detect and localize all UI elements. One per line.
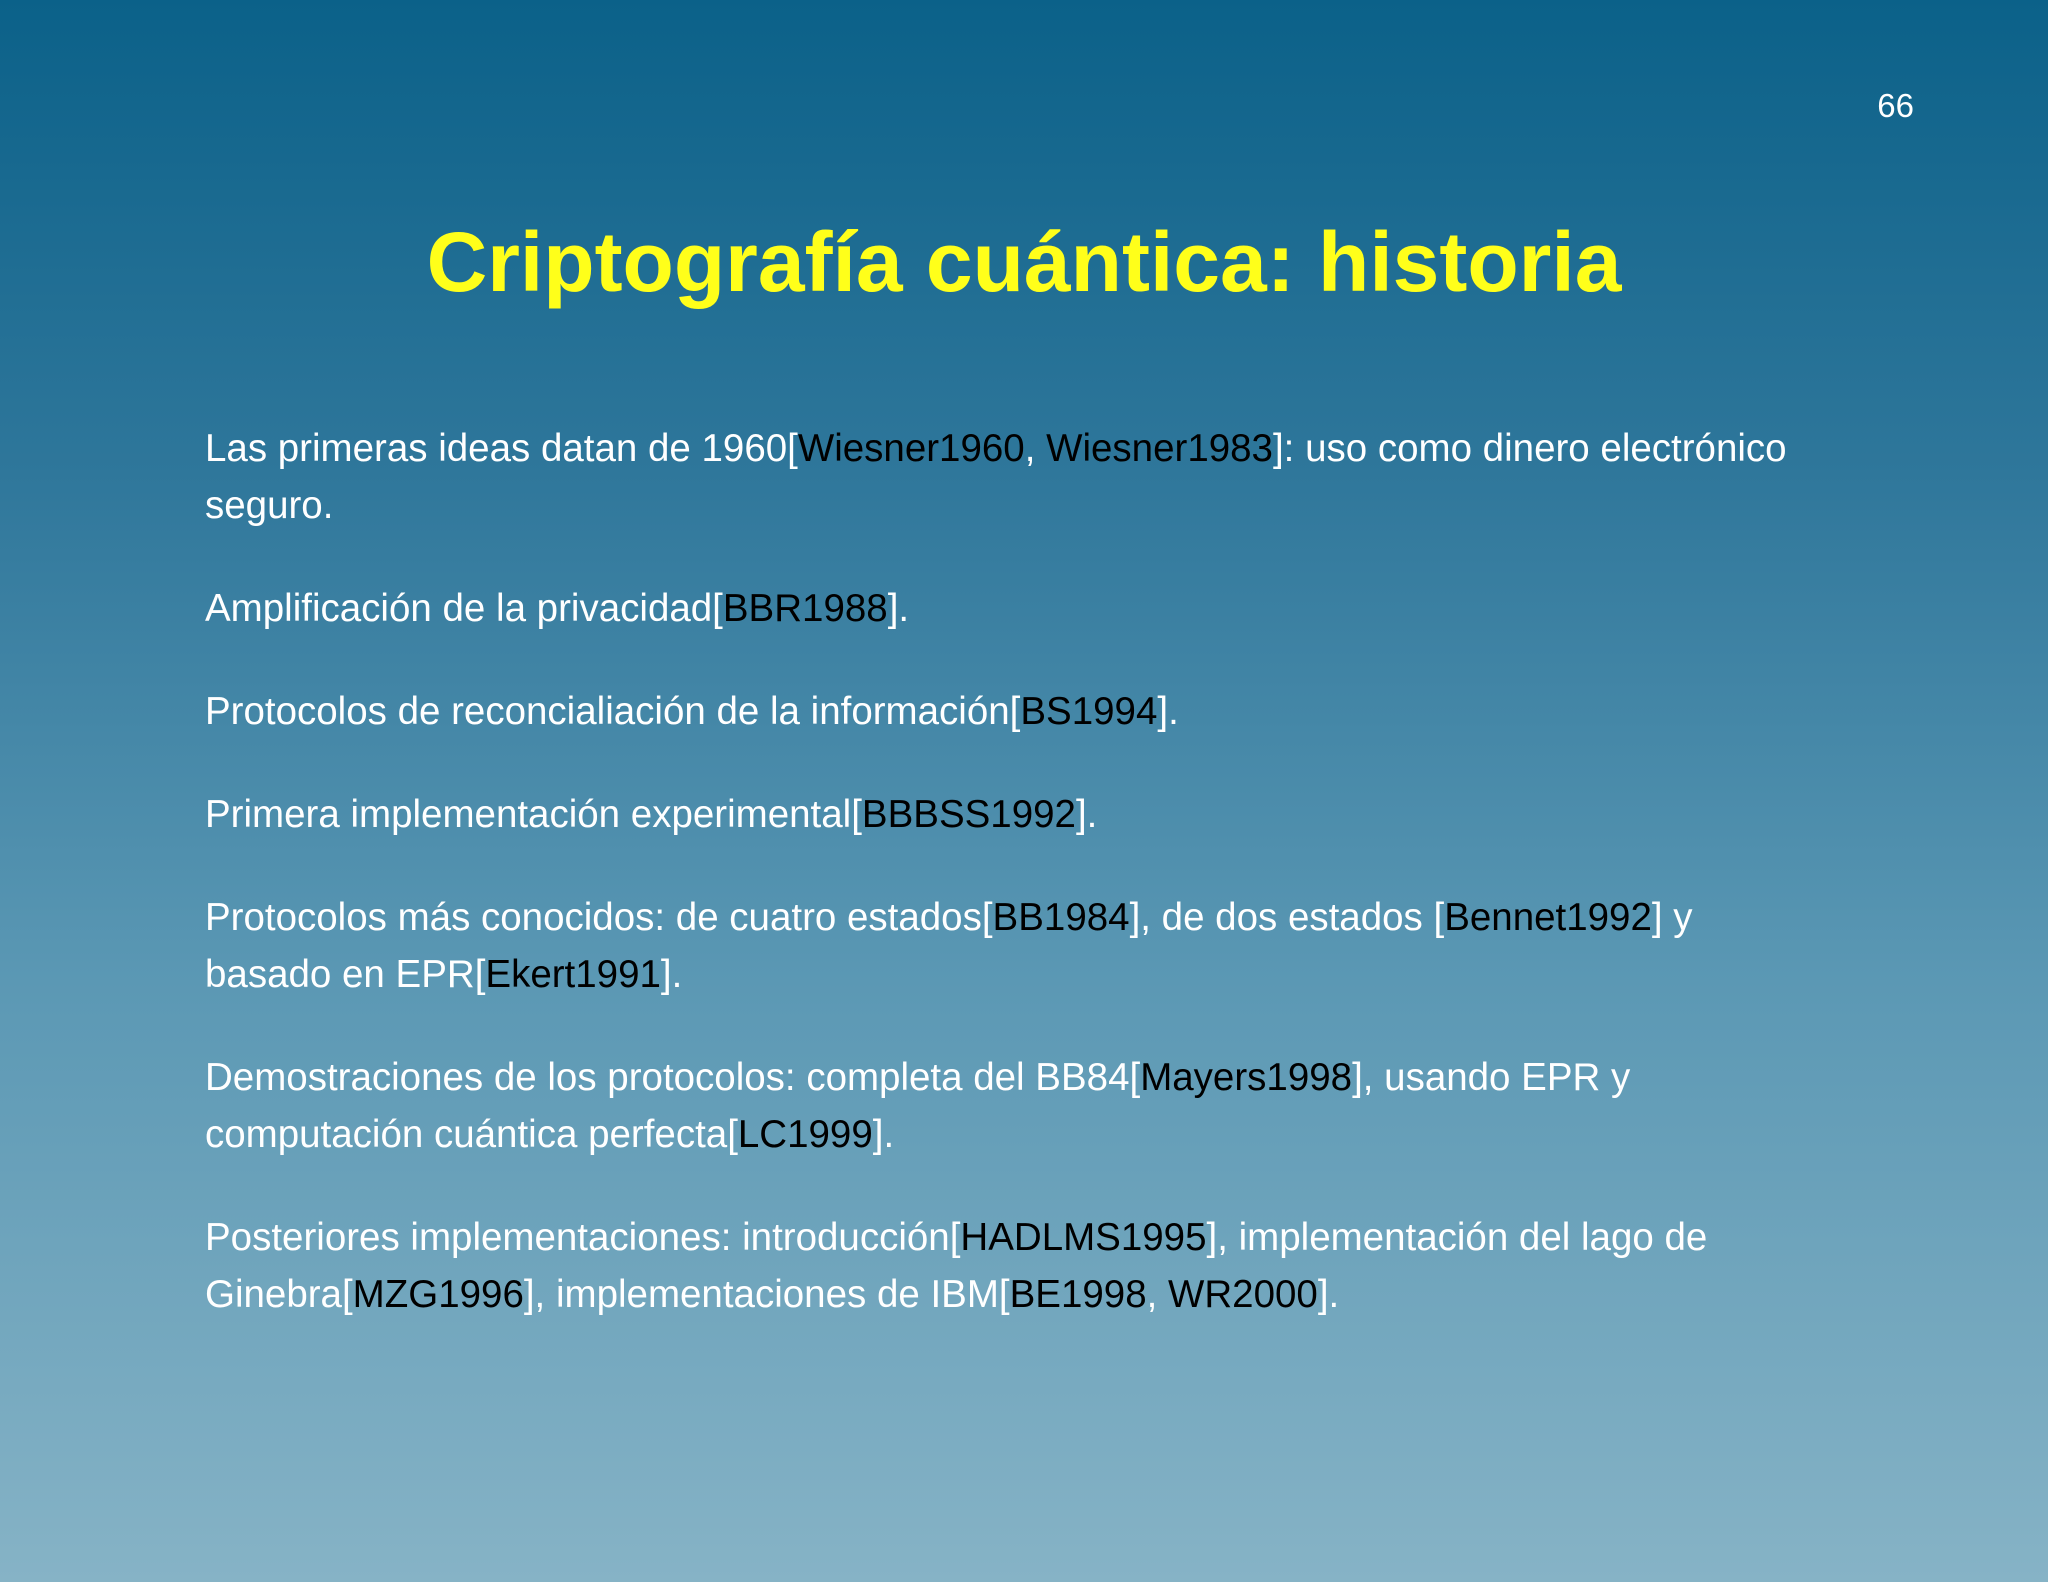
text-segment: Protocolos de reconcialiación de la información[ bbox=[205, 690, 1021, 733]
text-segment: ]. bbox=[887, 587, 910, 630]
text-segment: ], implementaciones de IBM[ bbox=[523, 1273, 1010, 1316]
text-segment: Posteriores implementaciones: introducción[ bbox=[205, 1216, 961, 1259]
slide-title: Criptografía cuántica: historia bbox=[426, 215, 1622, 309]
text-segment: ], de dos estados [ bbox=[1129, 896, 1445, 939]
text-segment: ]. bbox=[1317, 1273, 1340, 1316]
history-paragraph bbox=[205, 1049, 1805, 1163]
text-segment: ], usando EPR y computación cuántica perfecta[ bbox=[205, 1056, 1631, 1156]
text-segment: Protocolos más conocidos: de cuatro estados[ bbox=[205, 896, 993, 939]
citation-link[interactable]: BBR1988 bbox=[722, 587, 888, 630]
text-segment: ]. bbox=[872, 1113, 895, 1156]
text-segment: , bbox=[1146, 1273, 1169, 1316]
citation-link[interactable]: BB1984 bbox=[992, 896, 1130, 939]
citation-link[interactable]: Ekert1991 bbox=[485, 953, 661, 996]
page-number: 66 bbox=[1877, 87, 1914, 124]
text-segment: ]. bbox=[1075, 793, 1098, 836]
citation-link[interactable]: MZG1996 bbox=[352, 1273, 524, 1316]
citation-link[interactable]: HADLMS1995 bbox=[960, 1216, 1207, 1259]
text-segment: ]. bbox=[660, 953, 683, 996]
citation-link[interactable]: BBBSS1992 bbox=[861, 793, 1076, 836]
citation-link[interactable]: LC1999 bbox=[737, 1113, 873, 1156]
history-paragraph bbox=[205, 580, 1805, 637]
history-paragraph bbox=[205, 786, 1805, 843]
history-paragraph bbox=[205, 420, 1805, 534]
citation-link[interactable]: WR2000 bbox=[1168, 1273, 1318, 1316]
text-segment: Primera implementación experimental[ bbox=[205, 793, 862, 836]
citation-link[interactable]: Wiesner1983 bbox=[1046, 427, 1273, 470]
citation-link[interactable]: BE1998 bbox=[1009, 1273, 1147, 1316]
text-segment: Amplificación de la privacidad[ bbox=[205, 587, 723, 630]
text-segment: Demostraciones de los protocolos: completa del BB84[ bbox=[205, 1056, 1141, 1099]
citation-link[interactable]: BS1994 bbox=[1020, 690, 1158, 733]
slide-body bbox=[205, 420, 1805, 1369]
citation-link[interactable]: Wiesner1960 bbox=[797, 427, 1025, 470]
text-segment: , bbox=[1024, 427, 1047, 470]
text-segment: ]. bbox=[1157, 690, 1179, 733]
text-segment: ] y basado en EPR[ bbox=[205, 896, 1693, 996]
history-paragraph bbox=[205, 1209, 1805, 1323]
citation-link[interactable]: Mayers1998 bbox=[1140, 1056, 1353, 1099]
citation-link[interactable]: Bennet1992 bbox=[1444, 896, 1652, 939]
text-segment: Las primeras ideas datan de 1960[ bbox=[205, 427, 798, 470]
text-segment: ]: uso como dinero electrónico seguro. bbox=[205, 427, 1787, 527]
text-segment: ], implementación del lago de Ginebra[ bbox=[205, 1216, 1708, 1316]
history-paragraph bbox=[205, 683, 1805, 740]
history-paragraph bbox=[205, 889, 1805, 1003]
